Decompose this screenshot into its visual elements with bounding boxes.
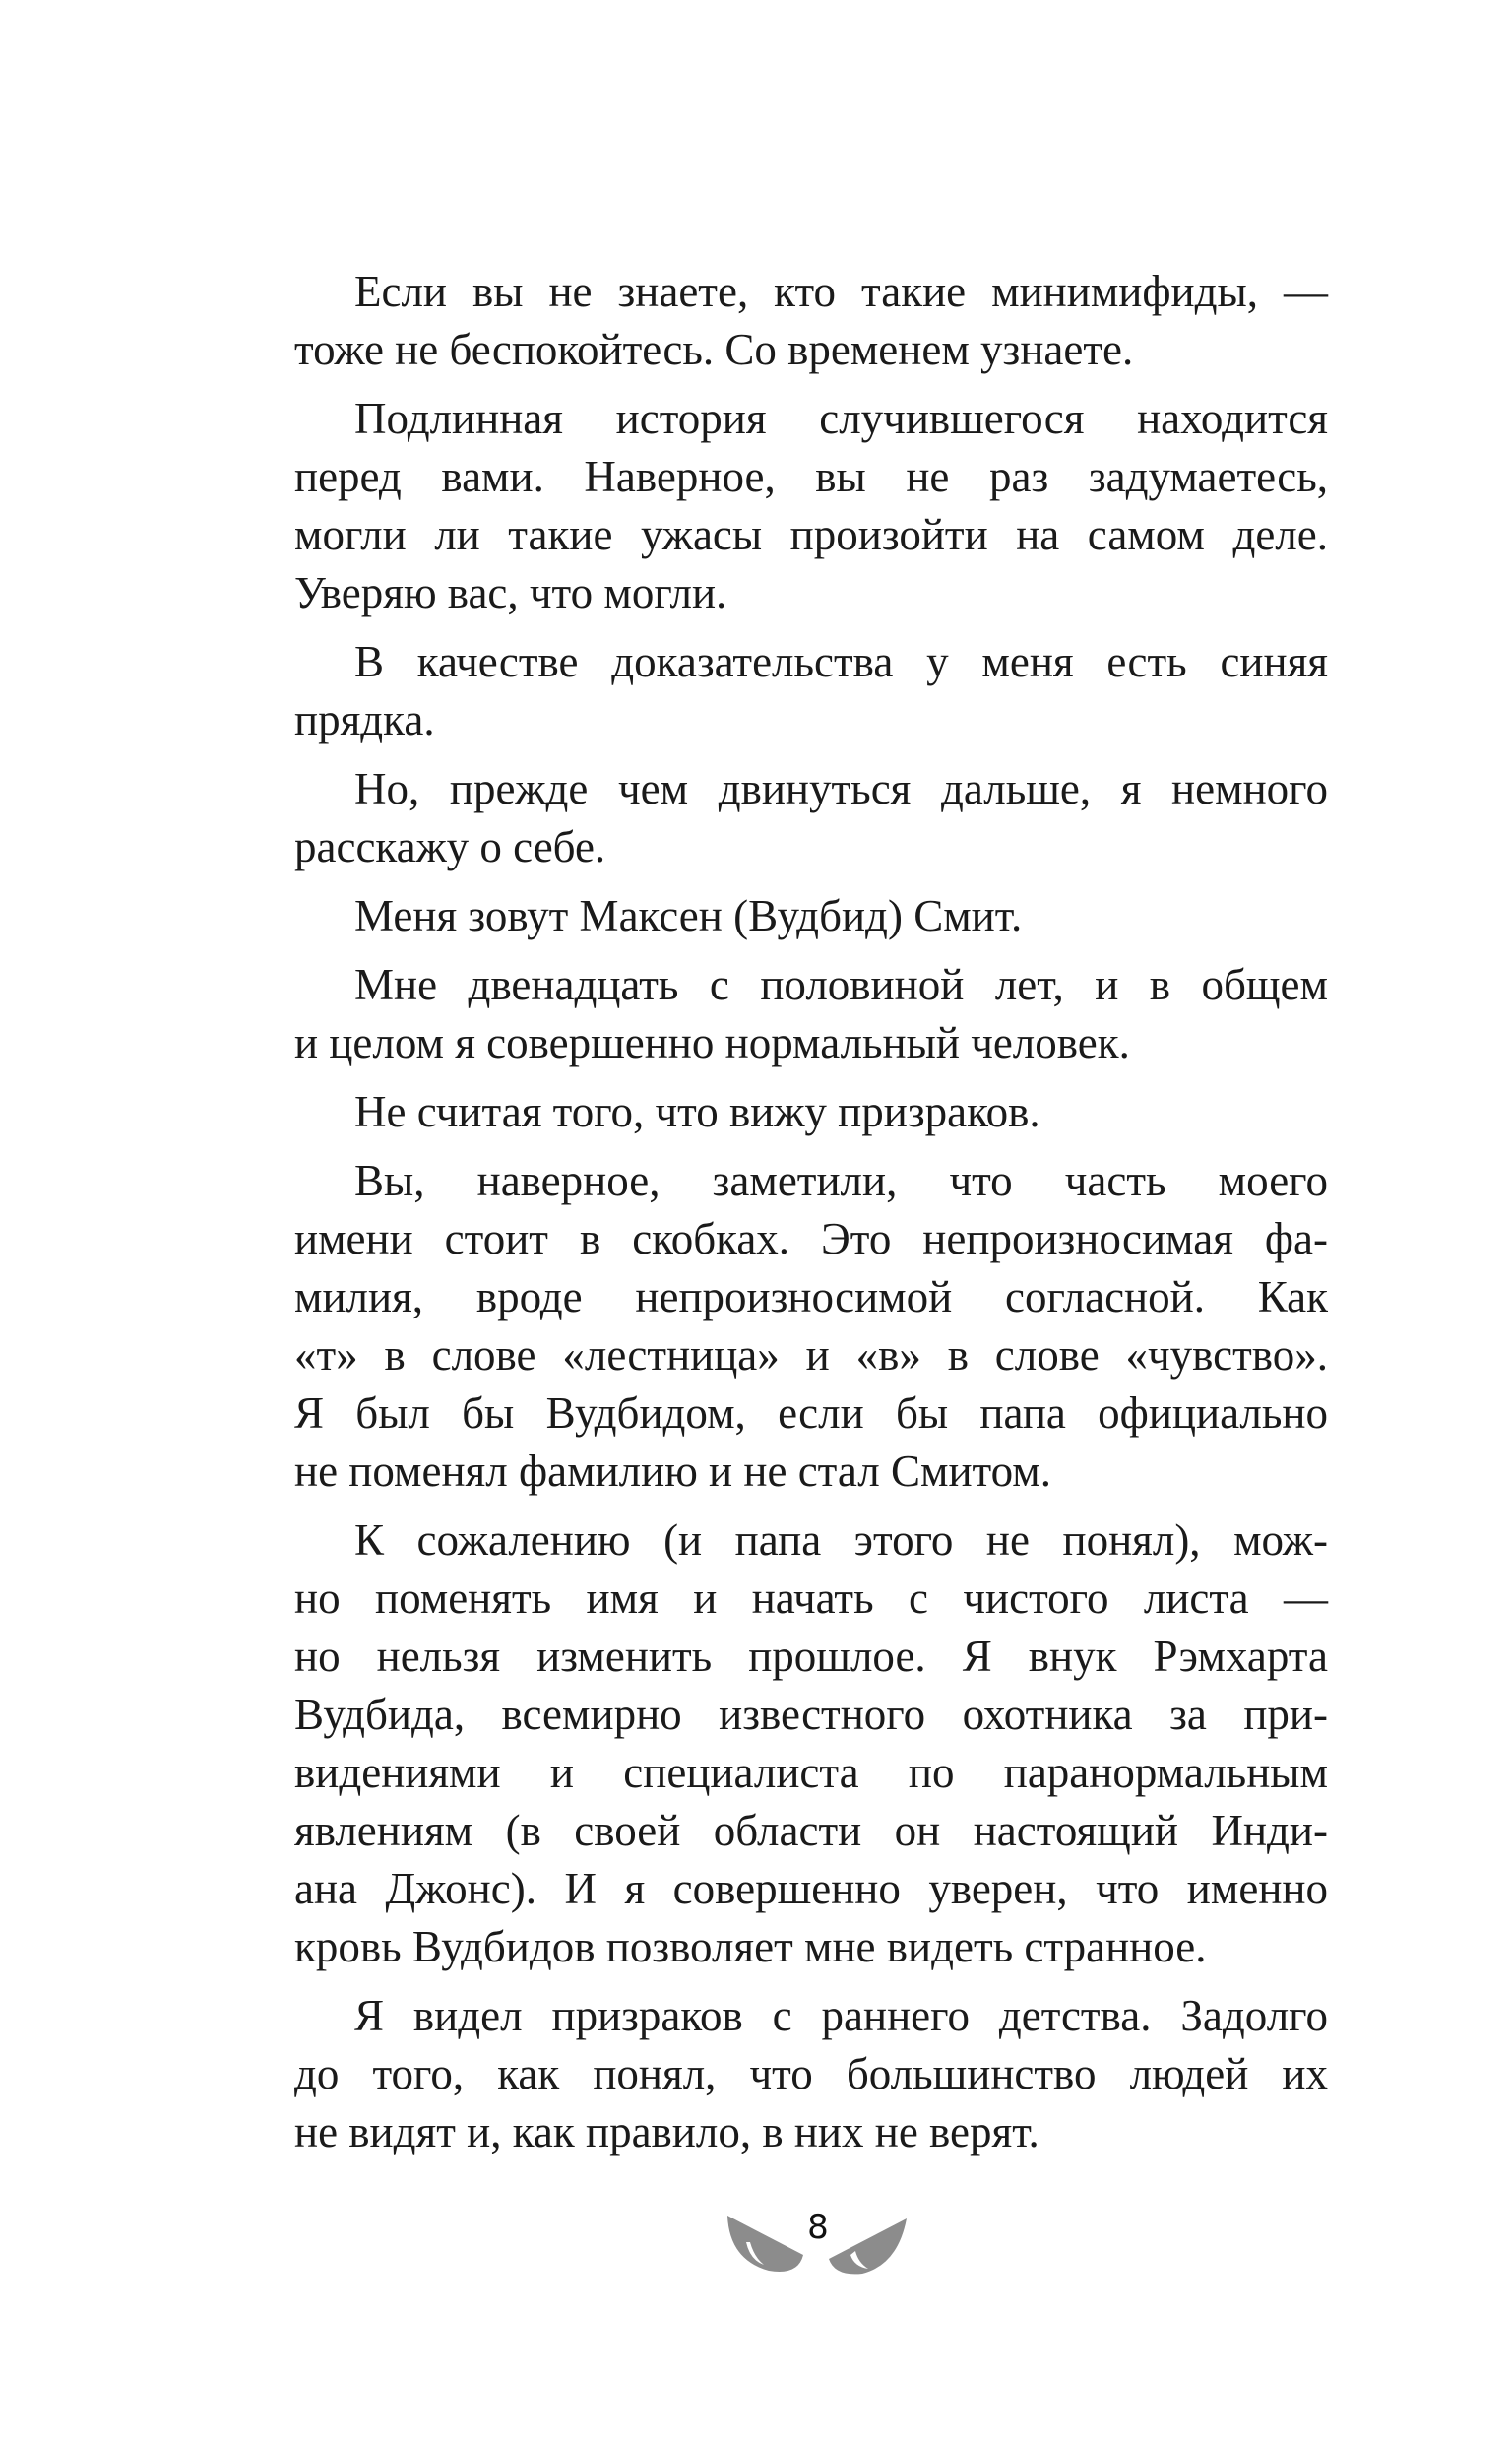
text-line: но нельзя изменить прошлое. Я внук Рэмхарта bbox=[294, 1632, 1328, 1681]
text-line: Подлинная история случившегося находится bbox=[354, 394, 1328, 443]
paragraph bbox=[294, 956, 1328, 1072]
paragraph bbox=[294, 1152, 1328, 1501]
text-line: и целом я совершенно нормальный человек. bbox=[294, 1018, 1130, 1067]
text-line: В качестве доказательства у меня есть синяя bbox=[354, 637, 1328, 686]
text-line: Если вы не знаете, кто такие минимифиды, — bbox=[354, 267, 1328, 316]
text-line: видениями и специалиста по паранормальным bbox=[294, 1748, 1328, 1797]
text-line: расскажу о себе. bbox=[294, 822, 606, 871]
paragraph bbox=[294, 390, 1328, 622]
text-line: Я был бы Вудбидом, если бы папа официально bbox=[294, 1388, 1328, 1438]
paragraph bbox=[294, 263, 1328, 379]
page-footer bbox=[724, 2206, 912, 2275]
text-line: Уверяю вас, что могли. bbox=[294, 568, 727, 617]
paragraph bbox=[294, 887, 1328, 945]
text-line: «т» в слове «лестница» и «в» в слове «чувство». bbox=[294, 1330, 1328, 1380]
text-line: Я видел призраков с раннего детства. Задолго bbox=[354, 1991, 1328, 2040]
text-line: Вы, наверное, заметили, что часть моего bbox=[354, 1156, 1328, 1205]
page-number: 8 bbox=[807, 2208, 829, 2247]
paragraph bbox=[294, 633, 1328, 749]
text-line: имени стоит в скобках. Это непроизносимая фа- bbox=[294, 1214, 1328, 1263]
text-line: до того, как понял, что большинство людей их bbox=[294, 2049, 1328, 2098]
text-line: явлениям (в своей области он настоящий Инди- bbox=[294, 1806, 1328, 1855]
text-line: кровь Вудбидов позволяет мне видеть странное. bbox=[294, 1922, 1207, 1971]
text-line: перед вами. Наверное, вы не раз задумаетесь, bbox=[294, 452, 1328, 501]
text-line: тоже не беспокойтесь. Со временем узнаете. bbox=[294, 325, 1134, 374]
text-line: Вудбида, всемирно известного охотника за при- bbox=[294, 1690, 1328, 1739]
text-line: К сожалению (и папа этого не понял), мож- bbox=[354, 1515, 1328, 1565]
text-line: могли ли такие ужасы произойти на самом деле. bbox=[294, 510, 1328, 559]
text-line: Не считая того, что вижу призраков. bbox=[354, 1087, 1040, 1136]
text-line: не видят и, как правило, в них не верят. bbox=[294, 2107, 1040, 2156]
paragraph bbox=[294, 1511, 1328, 1976]
text-line: не поменял фамилию и не стал Смитом. bbox=[294, 1447, 1051, 1496]
body-text bbox=[294, 263, 1328, 2161]
text-line: Меня зовут Максен (Вудбид) Смит. bbox=[354, 891, 1023, 940]
text-line: Мне двенадцать с половиной лет, и в общем bbox=[354, 960, 1328, 1009]
text-line: но поменять имя и начать с чистого листа — bbox=[294, 1574, 1328, 1623]
text-line: прядка. bbox=[294, 695, 435, 744]
paragraph bbox=[294, 1083, 1328, 1141]
text-line: Но, прежде чем двинуться дальше, я немного bbox=[354, 764, 1328, 813]
paragraph bbox=[294, 760, 1328, 876]
text-line: ана Джонс). И я совершенно уверен, что именно bbox=[294, 1864, 1328, 1913]
paragraph bbox=[294, 1987, 1328, 2161]
text-line: милия, вроде непроизносимой согласной. Как bbox=[294, 1272, 1328, 1321]
